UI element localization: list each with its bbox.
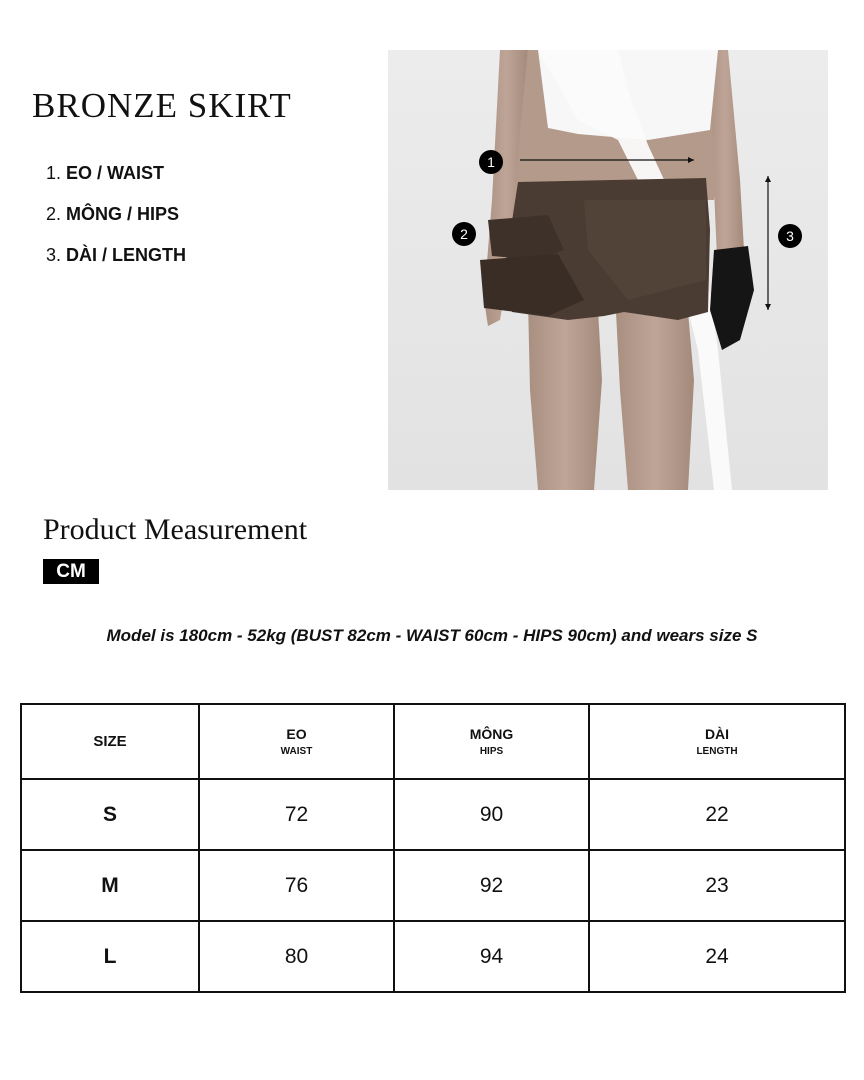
length-cell: 24 bbox=[589, 921, 845, 992]
section-title: Product Measurement bbox=[43, 513, 308, 546]
hips-cell: 90 bbox=[394, 779, 589, 850]
measurement-label: EO / WAIST bbox=[66, 163, 165, 183]
measurement-item-hips bbox=[46, 204, 186, 245]
left-leg-shape bbox=[528, 300, 602, 490]
measurement-label: DÀI / LENGTH bbox=[66, 245, 186, 265]
length-cell: 22 bbox=[589, 779, 845, 850]
table-header-row bbox=[21, 704, 845, 779]
waist-cell: 76 bbox=[199, 850, 394, 921]
measurement-item-waist bbox=[46, 163, 186, 204]
hips-cell: 92 bbox=[394, 850, 589, 921]
product-photo bbox=[388, 50, 828, 490]
header-length-sublabel: LENGTH bbox=[696, 746, 738, 757]
model-info: Model is 180cm - 52kg (BUST 82cm - WAIST 60cm - HIPS 90cm) and wears size S bbox=[106, 626, 758, 645]
waist-cell: 80 bbox=[199, 921, 394, 992]
marker-1-label: 1 bbox=[487, 154, 495, 170]
hips-cell: 94 bbox=[394, 921, 589, 992]
table-row bbox=[21, 921, 845, 992]
header-waist bbox=[199, 704, 394, 779]
size-table bbox=[20, 703, 846, 993]
right-leg-shape bbox=[616, 312, 694, 490]
table-row bbox=[21, 850, 845, 921]
header-length-label: DÀI bbox=[704, 726, 730, 742]
table-row bbox=[21, 779, 845, 850]
header-hips-sublabel: HIPS bbox=[479, 746, 504, 757]
header-size bbox=[21, 704, 199, 779]
waist-cell: 72 bbox=[199, 779, 394, 850]
header-waist-sublabel: WAIST bbox=[280, 746, 313, 757]
measurement-label: MÔNG / HIPS bbox=[66, 204, 180, 224]
measurement-list bbox=[46, 163, 186, 286]
header-waist-label: EO bbox=[286, 726, 307, 742]
unit-badge: CM bbox=[43, 559, 99, 584]
length-cell: 23 bbox=[589, 850, 845, 921]
header-hips bbox=[394, 704, 589, 779]
measurement-number: 2. bbox=[46, 204, 62, 224]
header-size-label: SIZE bbox=[93, 732, 127, 750]
header-hips-label: MÔNG bbox=[469, 726, 514, 742]
product-title: BRONZE SKIRT bbox=[32, 86, 292, 125]
measurement-number: 1. bbox=[46, 163, 62, 183]
measurement-number: 3. bbox=[46, 245, 62, 265]
marker-3-label: 3 bbox=[786, 228, 794, 244]
size-cell: S bbox=[21, 779, 199, 850]
measurement-item-length bbox=[46, 245, 186, 286]
size-cell: L bbox=[21, 921, 199, 992]
marker-2-label: 2 bbox=[460, 226, 468, 242]
header-length bbox=[589, 704, 845, 779]
size-cell: M bbox=[21, 850, 199, 921]
